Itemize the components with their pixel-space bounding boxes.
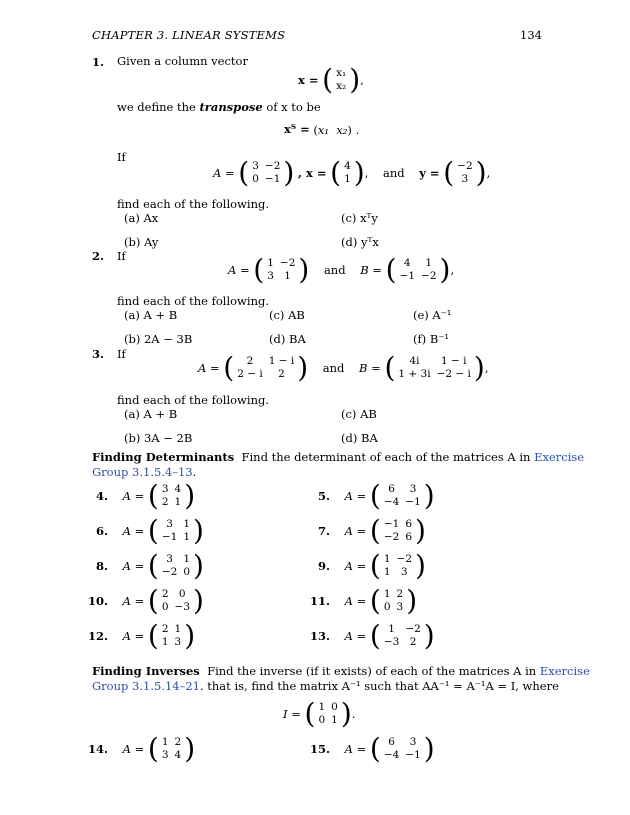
problem-number: 15. <box>309 742 330 756</box>
ex2-item-c: (c) AB <box>269 308 305 322</box>
exercise-1-givens: A = ( 3 −2 0 −1 ) , x = ( 4 1 ) , and y = ( −2 3 ) , <box>213 156 491 189</box>
matrix-label: A = <box>122 742 145 756</box>
exercise-3-number: 3. <box>92 347 105 361</box>
matrix-label: A = <box>122 559 145 573</box>
matrix-label: A = <box>344 524 367 538</box>
matrix-B: ( 4 1 −1 −2 ) <box>385 253 451 286</box>
problem-4 <box>84 479 196 512</box>
problem-5 <box>306 479 435 512</box>
ex3-item-d: (d) BA <box>341 431 378 445</box>
ex1-item-d: (d) yᵀx <box>341 235 379 249</box>
ex2-item-d: (d) BA <box>269 332 306 346</box>
inverses-intro-line2: Group 3.1.5.14–21. that is, find the matrix A⁻¹ such that AA⁻¹ = A⁻¹A = I, where <box>92 679 559 693</box>
x-transpose-definition: xᵀ = (x₁ x₂) . <box>284 122 360 137</box>
problem-10 <box>84 584 204 617</box>
matrix-A: ( 1 −2 3 1 ) <box>253 253 310 286</box>
matrix: ( 6 3 −4 −1 ) <box>369 479 435 512</box>
ex1-item-b: (b) Ay <box>124 235 159 249</box>
chapter-header: CHAPTER 3. LINEAR SYSTEMS <box>92 28 286 42</box>
problem-8 <box>84 549 204 582</box>
problem-number: 10. <box>87 594 108 608</box>
matrix: ( 6 3 −4 −1 ) <box>369 732 435 765</box>
ex1-item-a: (a) Ax <box>124 211 159 225</box>
vector-x: ( 4 1 ) <box>330 156 365 189</box>
matrix-label: A = <box>344 559 367 573</box>
matrix-A: ( 3 −2 0 −1 ) <box>238 156 295 189</box>
exercise-2-if: If <box>117 249 126 263</box>
problem-13 <box>306 619 435 652</box>
matrix: ( 2 0 0 −3 ) <box>147 584 204 617</box>
matrix-label: A = <box>122 489 145 503</box>
inverses-exercise-group-link[interactable]: Exercise <box>539 664 590 678</box>
exercise-3-find: find each of the following. <box>117 393 269 407</box>
problem-9 <box>306 549 426 582</box>
exercise-1-find: find each of the following. <box>117 197 269 211</box>
matrix: ( 1 −2 −3 2 ) <box>369 619 435 652</box>
problem-number: 13. <box>309 629 330 643</box>
exercise-2-number: 2. <box>92 249 105 263</box>
define-transpose: we define the transpose of x to be <box>117 100 321 114</box>
problem-number: 9. <box>317 559 330 573</box>
inverses-intro: Finding Inverses Find the inverse (if it exists) of each of the matrices A in Exercise <box>92 664 590 678</box>
exercise-group-link[interactable]: Exercise <box>534 450 585 464</box>
matrix: ( 2 1 1 3 ) <box>147 619 196 652</box>
exercise-3-if: If <box>117 347 126 361</box>
problem-number: 12. <box>87 629 108 643</box>
problem-7 <box>306 514 426 547</box>
matrix-label: A = <box>122 524 145 538</box>
exercise-1-intro: Given a column vector <box>117 54 248 68</box>
matrix-label: A = <box>344 629 367 643</box>
problem-12 <box>84 619 196 652</box>
matrix-A: ( 2 1 − i 2 − i 2 ) <box>223 351 309 384</box>
matrix: ( 1 −2 1 3 ) <box>369 549 426 582</box>
vector-x-matrix: ( x₁ x₂ ) <box>322 63 361 96</box>
exercise-1-number: 1. <box>92 55 105 69</box>
ex3-item-a: (a) A + B <box>124 407 178 421</box>
problem-14 <box>84 732 196 765</box>
matrix: ( 3 1 −2 0 ) <box>147 549 204 582</box>
page-number: 134 <box>520 28 542 42</box>
ex2-item-a: (a) A + B <box>124 308 178 322</box>
exercise-2-givens: A = ( 1 −2 3 1 ) and B = ( 4 1 −1 −2 ) , <box>228 253 455 286</box>
inverses-exercise-group-link-cont[interactable]: Group 3.1.5.14–21 <box>92 679 200 693</box>
matrix: ( 1 2 3 4 ) <box>147 732 196 765</box>
matrix-label: A = <box>122 594 145 608</box>
vector-x-definition: x = ( x₁ x₂ ) , <box>298 63 364 96</box>
matrix: ( 3 4 2 1 ) <box>147 479 196 512</box>
ex2-item-b: (b) 2A − 3B <box>124 332 193 346</box>
ex2-item-f: (f) B⁻¹ <box>413 332 450 346</box>
problem-number: 8. <box>95 559 108 573</box>
problem-number: 4. <box>95 489 108 503</box>
matrix-B: ( 4i 1 − i 1 + 3i −2 − i ) <box>384 351 485 384</box>
matrix-label: A = <box>122 629 145 643</box>
ex1-item-c: (c) xᵀy <box>341 211 378 225</box>
matrix-label: A = <box>344 742 367 756</box>
matrix-label: A = <box>344 489 367 503</box>
ex3-item-c: (c) AB <box>341 407 377 421</box>
exercise-1-if: If <box>117 150 126 164</box>
vector-y: ( −2 3 ) <box>443 156 487 189</box>
determinants-intro: Finding Determinants Find the determinant of each of the matrices A in Exercise <box>92 450 585 464</box>
exercise-3-givens: A = ( 2 1 − i 2 − i 2 ) and B = ( 4i 1 − i 1 + 3i −2 − i ) , <box>198 351 489 384</box>
matrix: ( 1 2 0 3 ) <box>369 584 418 617</box>
ex2-item-e: (e) A⁻¹ <box>413 308 452 322</box>
problem-15 <box>306 732 435 765</box>
problem-number: 11. <box>309 594 330 608</box>
problem-number: 6. <box>95 524 108 538</box>
exercise-2-find: find each of the following. <box>117 294 269 308</box>
ex3-item-b: (b) 3A − 2B <box>124 431 193 445</box>
identity-definition: I = ( 1 0 0 1 ) . <box>283 697 356 730</box>
problem-6 <box>84 514 204 547</box>
problem-number: 7. <box>317 524 330 538</box>
matrix: ( 3 1 −1 1 ) <box>147 514 204 547</box>
matrix: ( −1 6 −2 6 ) <box>369 514 426 547</box>
problem-number: 5. <box>317 489 330 503</box>
problem-11 <box>306 584 418 617</box>
problem-number: 14. <box>87 742 108 756</box>
identity-matrix: ( 1 0 0 1 ) <box>304 697 352 730</box>
exercise-group-link-cont[interactable]: Group 3.1.5.4–13 <box>92 465 193 479</box>
determinants-intro-line2: Group 3.1.5.4–13. <box>92 465 197 479</box>
matrix-label: A = <box>344 594 367 608</box>
